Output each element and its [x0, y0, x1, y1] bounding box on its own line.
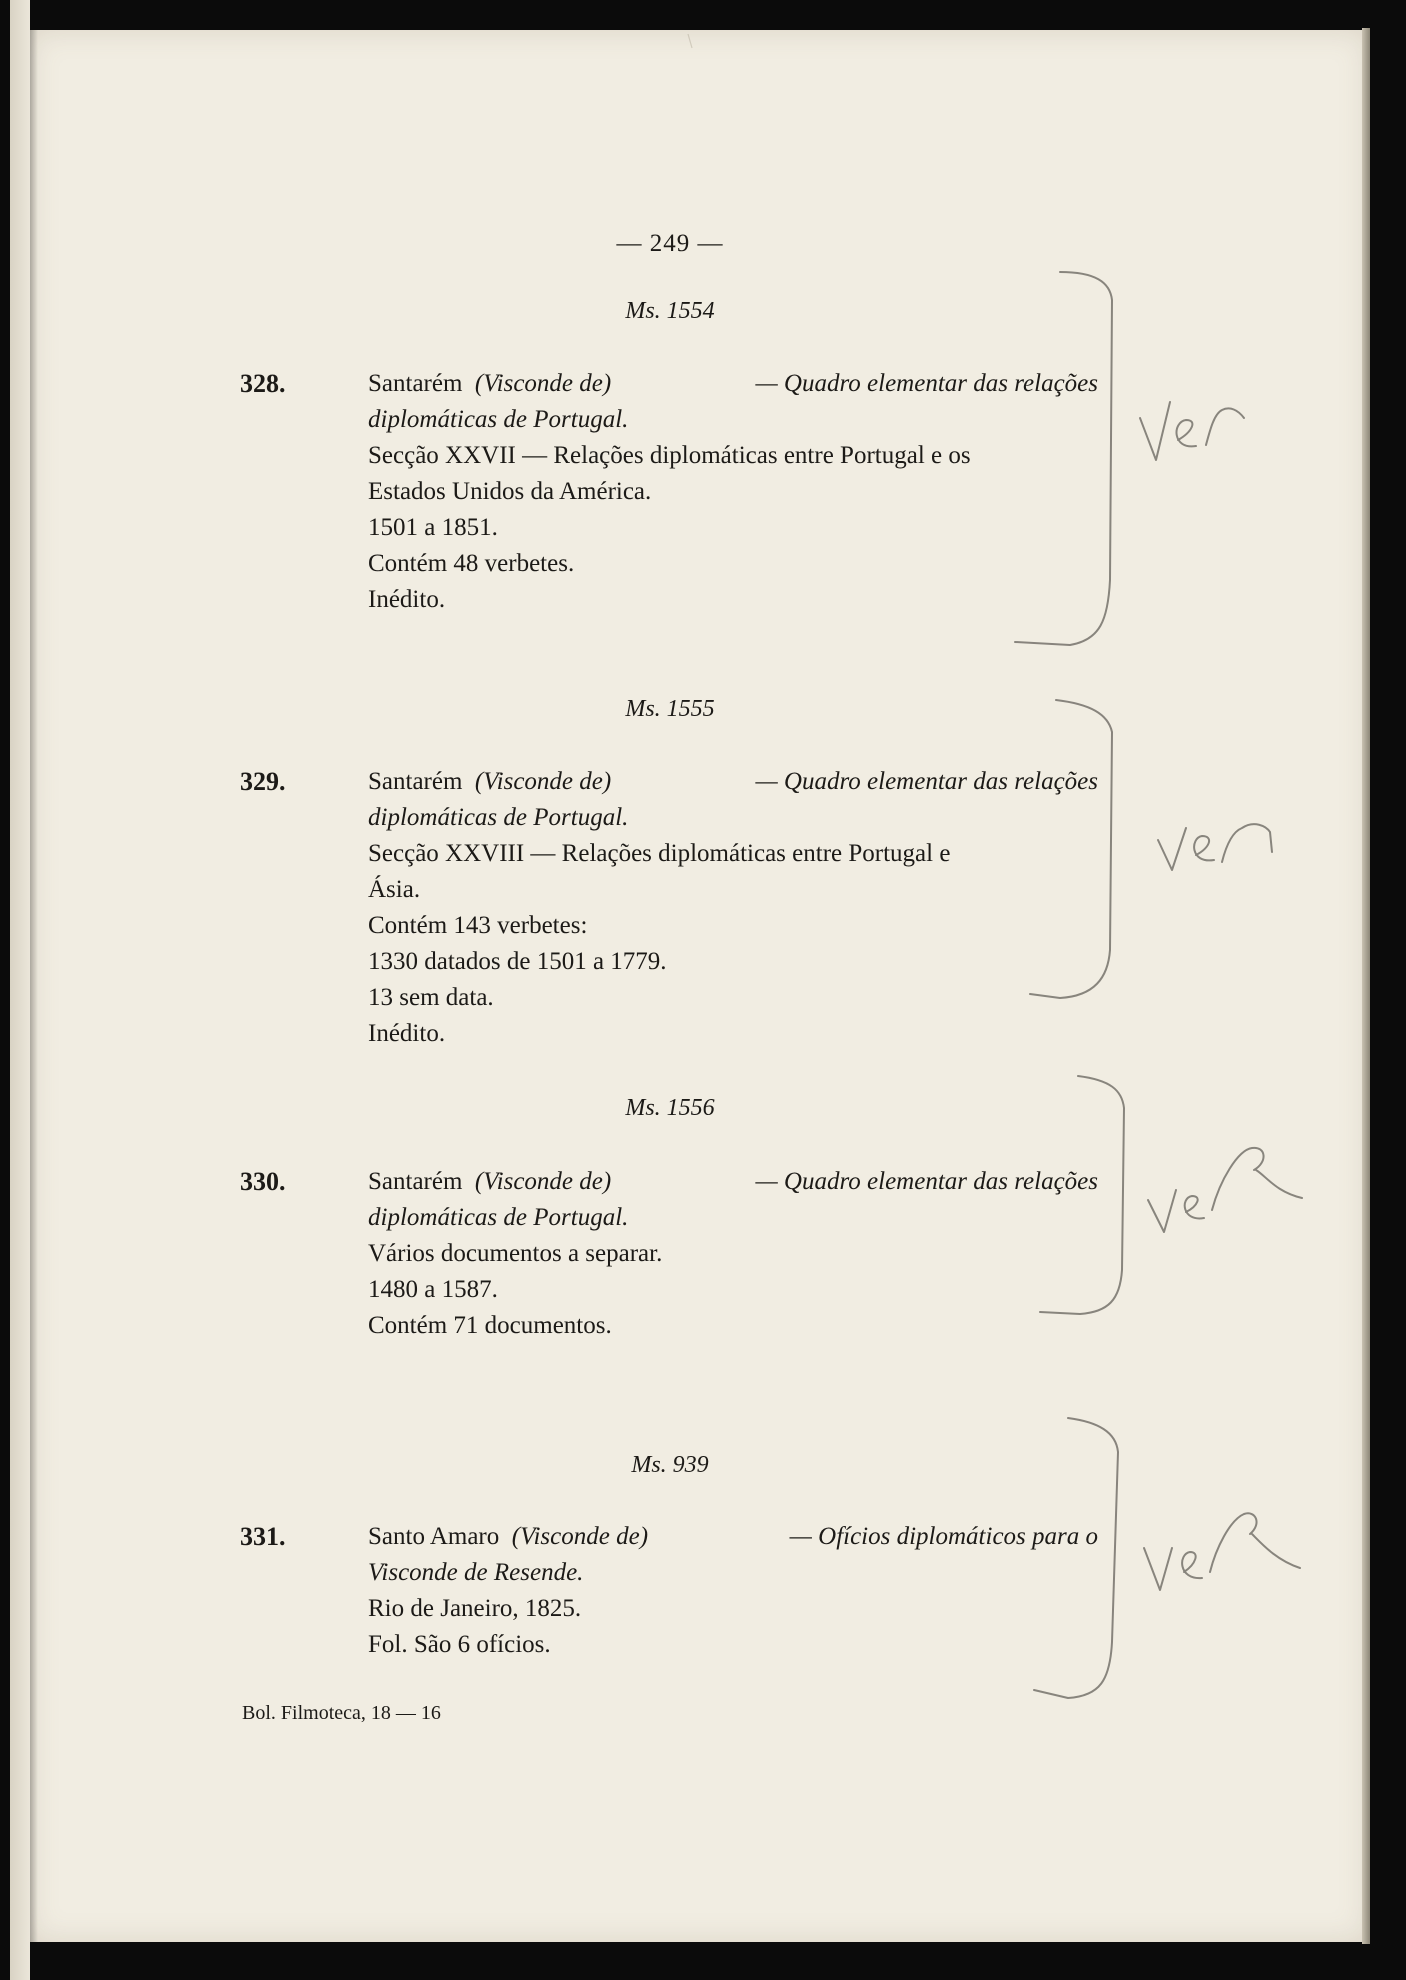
- entry-author: Santarém: [368, 768, 463, 795]
- entry-detail-line: Contém 71 documentos.: [368, 1312, 612, 1339]
- entry-title-start: — Quadro elementar das relações: [755, 370, 1098, 397]
- entry-number: 328.: [240, 369, 286, 398]
- manuscript-heading: Ms. 1555: [625, 696, 715, 722]
- entry-detail-line: Secção XXVIII — Relações diplomáticas entre Portugal e: [368, 840, 951, 867]
- entry-detail-line: 1501 a 1851.: [368, 514, 498, 541]
- entry-title-end: Visconde de Resende.: [368, 1559, 584, 1586]
- manuscript-heading: Ms. 1556: [625, 1095, 715, 1121]
- entry-number: 331.: [240, 1522, 286, 1551]
- entry-author-role: (Visconde de): [474, 768, 612, 795]
- entry-author: Santarém: [368, 1168, 463, 1195]
- entry-number: 329.: [240, 767, 286, 796]
- entry-detail-line: Vários documentos a separar.: [368, 1240, 663, 1267]
- entry-title-end: diplomáticas de Portugal.: [368, 406, 629, 433]
- entry-author-role: (Visconde de): [474, 1168, 612, 1195]
- entry-detail-line: 1480 a 1587.: [368, 1276, 498, 1303]
- entry-detail-line: Contém 48 verbetes.: [368, 550, 575, 577]
- entry-detail-line: 1330 datados de 1501 a 1779.: [368, 948, 667, 975]
- entry-detail-line: Rio de Janeiro, 1825.: [368, 1595, 582, 1622]
- entry-author-line: [298, 366, 1098, 402]
- page-right-edge: [1362, 28, 1370, 1944]
- entry-title-start: — Quadro elementar das relações: [755, 768, 1098, 795]
- entry-title-end: diplomáticas de Portugal.: [368, 1204, 629, 1231]
- entry-author-role: (Visconde de): [511, 1523, 649, 1550]
- entry-author-line: [298, 764, 1098, 800]
- entry-detail-line: Contém 143 verbetes:: [368, 912, 588, 939]
- catalog-entry-330: [240, 1164, 1098, 1344]
- entry-detail-line: Inédito.: [368, 1020, 446, 1047]
- entry-detail-line: 13 sem data.: [368, 984, 494, 1011]
- entry-author-line: [298, 1519, 1098, 1555]
- entry-title-start: — Ofícios diplomáticos para o: [789, 1523, 1098, 1550]
- manuscript-heading: Ms. 939: [631, 1452, 709, 1478]
- catalog-entry-329: [240, 764, 1098, 1052]
- entry-detail-line: Estados Unidos da América.: [368, 478, 652, 505]
- entry-title-end: diplomáticas de Portugal.: [368, 804, 629, 831]
- entry-author: Santo Amaro: [368, 1523, 500, 1550]
- manuscript-heading: Ms. 1554: [625, 298, 715, 324]
- scan-left-edge: [0, 0, 30, 1980]
- entry-detail-line: Secção XXVII — Relações diplomáticas entre Portugal e os: [368, 442, 971, 469]
- page-footer: Bol. Filmoteca, 18 — 16: [242, 1702, 441, 1724]
- entry-detail-line: Inédito.: [368, 586, 446, 613]
- entry-author-role: (Visconde de): [474, 370, 612, 397]
- entry-author-line: [298, 1164, 1098, 1200]
- entry-detail-line: Fol. São 6 ofícios.: [368, 1631, 551, 1658]
- page-number: — 249 —: [616, 230, 724, 257]
- entry-detail-line: Ásia.: [368, 876, 421, 903]
- catalog-entry-331: [240, 1519, 1098, 1663]
- entry-title-start: — Quadro elementar das relações: [755, 1168, 1098, 1195]
- entry-number: 330.: [240, 1167, 286, 1196]
- entry-author: Santarém: [368, 370, 463, 397]
- catalog-entry-328: [240, 366, 1098, 618]
